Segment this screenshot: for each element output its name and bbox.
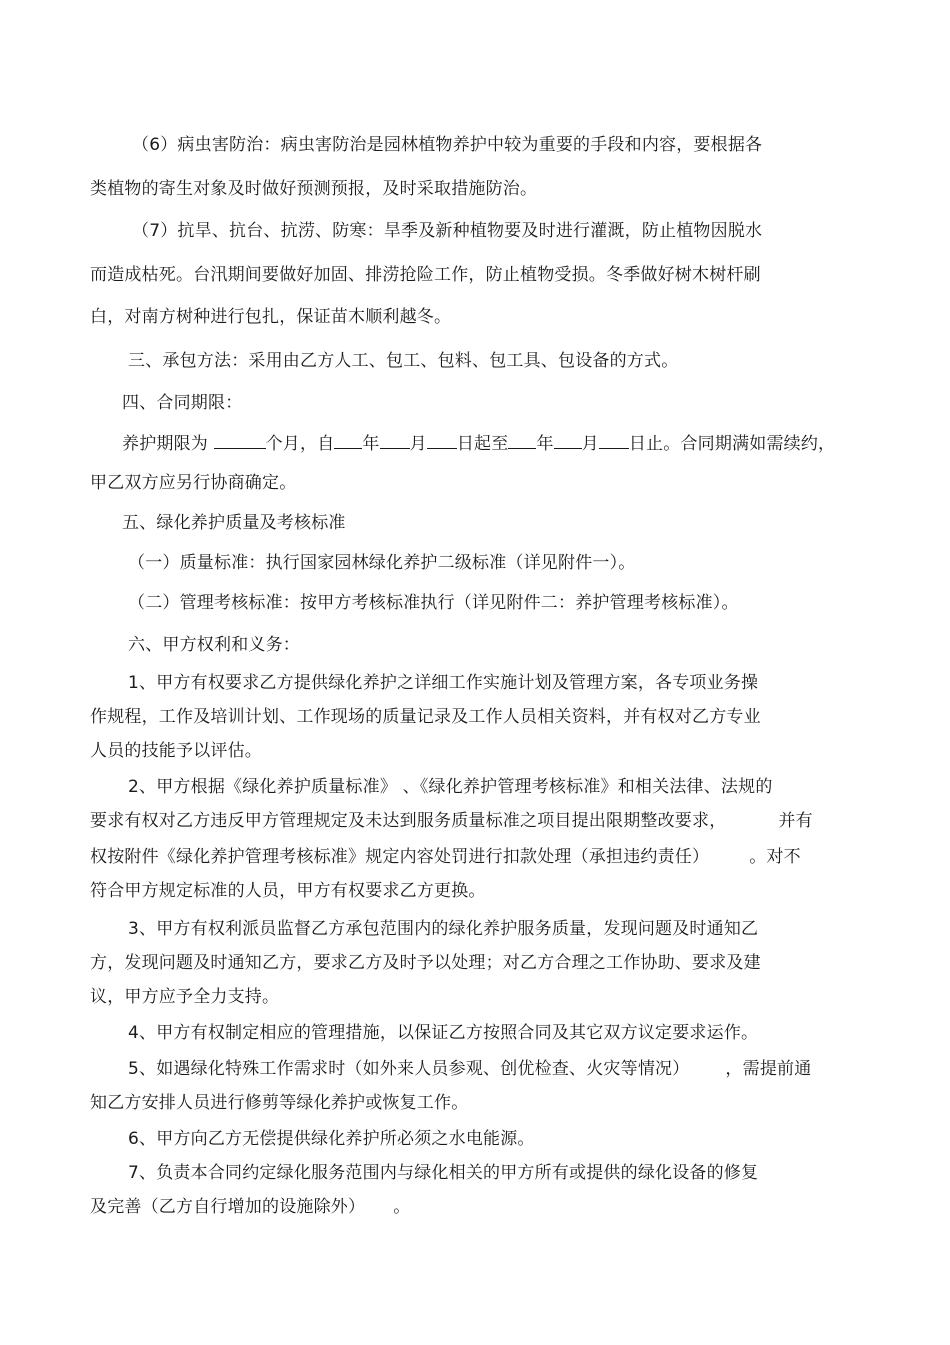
section-6-heading: 六、甲方权利和义务： — [128, 635, 300, 655]
item-5-line-1-main: 5、如遇绿化特殊工作需求时（如外来人员参观、创优检查、火灾等情况） — [128, 1059, 690, 1079]
item-2-line-2 — [90, 810, 813, 832]
item-5-line-1 — [128, 1058, 811, 1080]
drought-line-3: 白，对南方树种进行包扎，保证苗木顺利越冬。 — [90, 307, 452, 327]
drought-line-1: （7）抗旱、抗台、抗涝、防寒：旱季及新种植物要及时进行灌溉，防止植物因脱水 — [132, 221, 763, 241]
term-prefix: 养护期限为 — [122, 434, 208, 454]
term-year-1: 年 — [362, 434, 380, 454]
item-5-line-1-tail: ，需提前通 — [725, 1059, 812, 1079]
item-4: 4、甲方有权制定相应的管理措施，以保证乙方按照合同及其它双方议定要求运作。 — [128, 1023, 759, 1043]
term-line-2: 甲乙双方应另行协商确定。 — [90, 473, 297, 493]
end-day-blank[interactable] — [599, 432, 629, 449]
item-7-line-2-tail: 。 — [393, 1197, 411, 1217]
item-7-line-2-main: 及完善（乙方自行增加的设施除外） — [90, 1197, 366, 1217]
quality-standard: （一）质量标准：执行国家园林绿化养护二级标准（详见附件一）。 — [128, 553, 636, 573]
item-2-line-2-main: 要求有权对乙方违反甲方管理规定及未达到服务质量标准之项目提出限期整改要求， — [90, 811, 727, 831]
start-year-blank[interactable] — [334, 432, 362, 449]
item-3-line-2: 方，发现问题及时通知乙方，要求乙方及时予以处理；对乙方合理之工作协助、要求及建 — [90, 953, 761, 973]
item-3-line-1: 3、甲方有权利派员监督乙方承包范围内的绿化养护服务质量，发现问题及时通知乙 — [128, 919, 759, 939]
item-7-line-2 — [90, 1196, 410, 1218]
start-month-blank[interactable] — [380, 432, 410, 449]
end-month-blank[interactable] — [554, 432, 582, 449]
item-2-line-2-tail: 并有 — [778, 811, 813, 831]
item-2-line-1: 2、甲方根据《绿化养护质量标准》 、《绿化养护管理考核标准》和相关法律、法规的 — [128, 777, 773, 797]
item-2-line-4: 符合甲方规定标准的人员，甲方有权要求乙方更换。 — [90, 881, 486, 901]
pest-control-line-2: 类植物的寄生对象及时做好预测预报，及时采取措施防治。 — [90, 179, 538, 199]
months-blank[interactable] — [214, 432, 266, 449]
item-2-line-3-main: 权按附件《绿化养护管理考核标准》规定内容处罚进行扣款处理（承担违约责任） — [90, 847, 710, 867]
management-standard: （二）管理考核标准：按甲方考核标准执行（详见附件二：养护管理考核标准）。 — [128, 593, 739, 613]
pest-control-line-1: （6）病虫害防治：病虫害防治是园林植物养护中较为重要的手段和内容，要根据各 — [132, 135, 763, 155]
item-2-line-3-tail: 。对不 — [749, 847, 801, 867]
term-month-2: 月 — [581, 434, 599, 454]
item-2-line-3 — [90, 846, 801, 868]
item-1-line-2: 作规程，工作及培训计划、工作现场的质量记录及工作人员相关资料，并有权对乙方专业 — [90, 707, 761, 727]
item-1-line-1: 1、甲方有权要求乙方提供绿化养护之详细工作实施计划及管理方案，各专项业务操 — [128, 673, 759, 693]
drought-line-2: 而造成枯死。台汛期间要做好加固、排涝抢险工作，防止植物受损。冬季做好树木树杆刷 — [90, 265, 761, 285]
term-day-1: 日起至 — [456, 434, 509, 454]
item-5-line-2: 知乙方安排人员进行修剪等绿化养护或恢复工作。 — [90, 1093, 469, 1113]
section-4-contract-term: 四、合同期限： — [122, 393, 243, 413]
term-year-2: 年 — [536, 434, 554, 454]
term-month: 个月，自 — [265, 434, 335, 454]
item-3-line-3: 议，甲方应予全力支持。 — [90, 987, 280, 1007]
start-day-blank[interactable] — [427, 432, 457, 449]
end-year-blank[interactable] — [508, 432, 536, 449]
term-line — [122, 432, 835, 455]
item-1-line-3: 人员的技能予以评估。 — [90, 741, 262, 761]
section-3-contracting-method: 三、承包方法：采用由乙方人工、包工、包料、包工具、包设备的方式。 — [128, 351, 679, 371]
item-6: 6、甲方向乙方无偿提供绿化养护所必须之水电能源。 — [128, 1129, 535, 1149]
term-day-2: 日止。合同期满如需续约， — [628, 434, 836, 454]
item-7-line-1: 7、负责本合同约定绿化服务范围内与绿化相关的甲方所有或提供的绿化设备的修复 — [128, 1163, 759, 1183]
term-month-1: 月 — [409, 434, 427, 454]
section-5-heading: 五、绿化养护质量及考核标准 — [122, 513, 346, 533]
